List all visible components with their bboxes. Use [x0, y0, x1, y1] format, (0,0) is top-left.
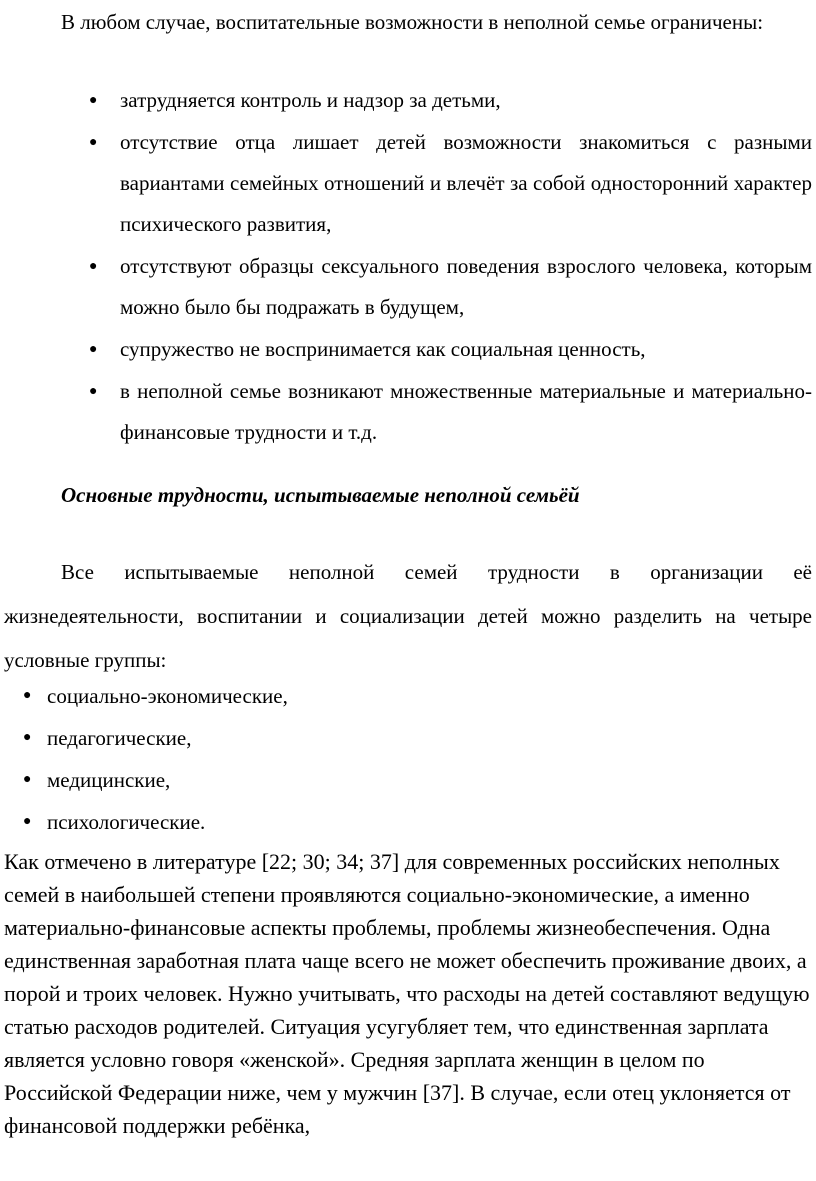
limitations-list	[89, 80, 812, 454]
bullet-icon: ●	[89, 342, 98, 357]
bullet-icon: ●	[23, 814, 32, 829]
list-item	[23, 717, 747, 759]
bullet-icon: ●	[23, 772, 32, 787]
bullet-icon: ●	[23, 730, 32, 745]
list-item	[89, 371, 812, 453]
list-item-text: супружество не воспринимается как социальная ценность,	[120, 337, 646, 361]
bullet-icon: ●	[89, 384, 98, 399]
literature-paragraph: Как отмечено в литературе [22; 30; 34; 37] для современных российских неполных семей в наибольшей степени проявляются социально-экономические, а именно материально-финансовые аспекты проблемы, проблемы жизнеобеспечения. Одна единственная заработная плата чаще всего не может обеспечить проживание двоих, а порой и троих человек. Нужно учитывать, что расходы на детей составляют ведущую статью расходов родителей. Ситуация усугубляет тем, что единственная зарплата является условно говоря «женской». Средняя зарплата женщин в целом по Российской Федерации ниже, чем у мужчин [37]. В случае, если отец уклоняется от финансовой поддержки ребёнка,	[4, 849, 810, 1138]
intro-paragraph: В любом случае, воспитательные возможности в неполной семье ограничены:	[61, 10, 764, 34]
list-item	[89, 329, 812, 370]
list-item	[23, 675, 747, 717]
list-item-text: психологические.	[47, 810, 206, 834]
list-item-text: отсутствуют образцы сексуального поведения взрослого человека, которым можно было бы подражать в будущем,	[120, 254, 812, 319]
list-item-text: медицинские,	[47, 768, 171, 792]
list-item-text: социально-экономические,	[47, 684, 288, 708]
section-heading: Основные трудности, испытываемые неполной семьёй	[61, 483, 580, 507]
list-item	[89, 80, 812, 121]
list-item-text: в неполной семье возникают множественные материальные и материально-финансовые трудности и т.д.	[120, 379, 812, 444]
list-item	[23, 801, 747, 843]
list-item	[23, 759, 747, 801]
list-item-text: затрудняется контроль и надзор за детьми,	[120, 88, 501, 112]
groups-paragraph: Все испытываемые неполной семей трудности в организации её жизнедеятельности, воспитании и социализации детей можно разделить на четыре условные группы:	[4, 560, 812, 672]
groups-list	[23, 675, 747, 843]
list-item-text: отсутствие отца лишает детей возможности знакомиться с разными вариантами семейных отношений и влечёт за собой односторонний характер психического развития,	[120, 130, 812, 236]
bullet-icon: ●	[89, 135, 98, 150]
bullet-icon: ●	[89, 259, 98, 274]
list-item-text: педагогические,	[47, 726, 192, 750]
bullet-icon: ●	[89, 93, 98, 108]
list-item	[89, 122, 812, 245]
list-item	[89, 246, 812, 328]
bullet-icon: ●	[23, 688, 32, 703]
